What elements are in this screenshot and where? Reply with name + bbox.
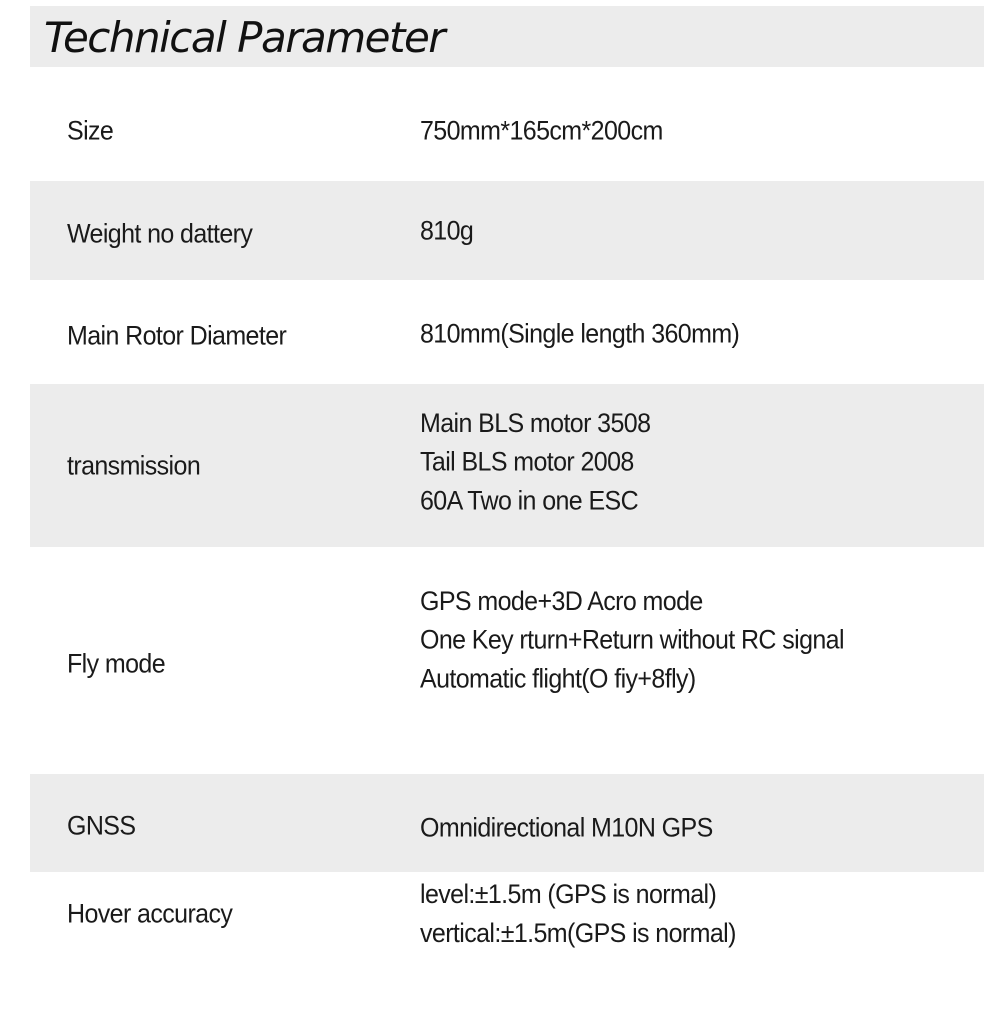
param-row-main-rotor-diameter: [30, 280, 984, 384]
param-value-line: vertical:±1.5m(GPS is normal): [420, 918, 736, 949]
param-row-size: [30, 80, 984, 180]
param-row-fly-mode: [30, 547, 984, 774]
param-value: [420, 212, 473, 251]
param-label: transmission: [67, 450, 201, 482]
param-label: Size: [67, 115, 114, 147]
param-value-line: Main BLS motor 3508: [420, 408, 651, 439]
param-value-line: One Key rturn+Return without RC signal: [420, 624, 844, 656]
param-value-line: GPS mode+3D Acro mode: [420, 586, 703, 617]
param-value: [420, 582, 844, 699]
param-row-transmission: [30, 384, 984, 547]
param-value-line: 810g: [420, 215, 474, 247]
param-label: Fly mode: [67, 648, 166, 680]
param-row-gnss: [30, 774, 984, 872]
param-label: Main Rotor Diameter: [67, 320, 287, 352]
param-label: Weight no dattery: [67, 218, 253, 250]
param-value-line: Tail BLS motor 2008: [420, 446, 634, 478]
param-label: Hover accuracy: [67, 898, 233, 930]
param-value-line: Omnidirectional M10N GPS: [420, 812, 713, 844]
param-value-line: level:±1.5m (GPS is normal): [420, 879, 717, 910]
param-value-line: Automatic flight(O fiy+8fly): [420, 663, 696, 694]
param-row-hover-accuracy: [30, 872, 984, 992]
page-title: Technical Parameter: [44, 13, 445, 62]
param-value-line: 810mm(Single length 360mm): [420, 318, 740, 350]
param-value-line: 60A Two in one ESC: [420, 485, 639, 516]
param-value: [420, 315, 739, 354]
title-bar: [30, 6, 984, 67]
param-row-weight: [30, 181, 984, 280]
param-label: GNSS: [67, 810, 136, 842]
param-value: [420, 809, 713, 848]
param-value: [420, 404, 650, 521]
param-value-line: 750mm*165cm*200cm: [420, 115, 663, 147]
param-value: [420, 875, 736, 953]
param-value: [420, 112, 663, 151]
